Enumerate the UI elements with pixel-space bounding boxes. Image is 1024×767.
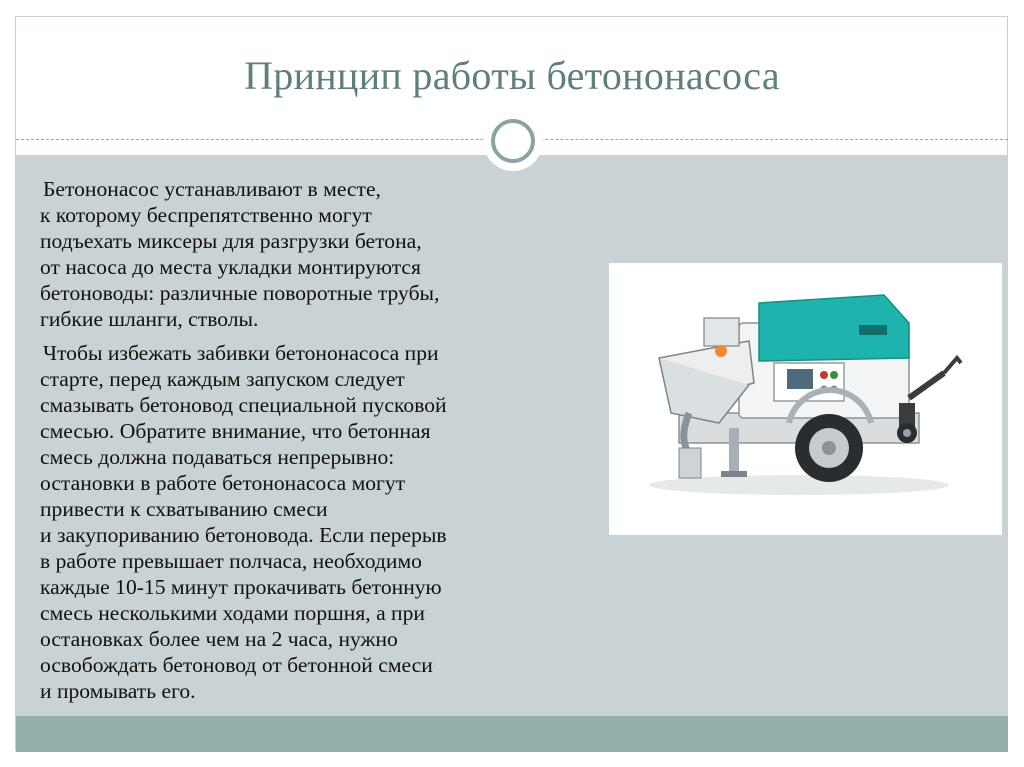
paragraph-1: [40, 176, 612, 332]
text-line: и промывать его.: [40, 679, 196, 703]
text-line: привести к схватыванию смеси: [40, 497, 328, 521]
text-line: к которому беспрепятственно могут: [40, 203, 372, 227]
body-text: [40, 176, 612, 712]
concrete-pump-photo: [609, 263, 1002, 535]
text-line: смазывать бетоновод специальной пусковой: [40, 393, 447, 417]
paragraph-2: [40, 340, 612, 704]
text-line: от насоса до места укладки монтируются: [40, 255, 421, 279]
text-line: смесь несколькими ходами поршня, а при: [40, 601, 425, 625]
text-line: гибкие шланги, стволы.: [40, 307, 259, 331]
footer-band: [16, 716, 1008, 752]
text-line: Бетононасос устанавливают в месте,: [43, 177, 381, 201]
text-line: подъехать миксеры для разгрузки бетона,: [40, 229, 422, 253]
text-line: освобождать бетоновод от бетонной смеси: [40, 653, 433, 677]
text-line: старте, перед каждым запуском следует: [40, 367, 405, 391]
text-line: бетоноводы: различные поворотные трубы,: [40, 281, 440, 305]
text-line: смесь должна подаваться непрерывно:: [40, 445, 395, 469]
circle-ring-icon: [483, 111, 543, 171]
text-line: остановки в работе бетононасоса могут: [40, 471, 406, 495]
slide-title: Принцип работы бетононасоса: [244, 53, 780, 98]
text-line: в работе превышает полчаса, необходимо: [40, 549, 422, 573]
text-line: смесью. Обратите внимание, что бетонная: [40, 419, 431, 443]
concrete-pump-illustration: [609, 263, 1002, 535]
text-line: каждые 10-15 минут прокачивать бетонную: [40, 575, 442, 599]
text-line: и закупориванию бетоновода. Если перерыв: [40, 523, 447, 547]
text-line: Чтобы избежать забивки бетононасоса при: [43, 341, 439, 365]
text-line: остановках более чем на 2 часа, нужно: [40, 627, 398, 651]
